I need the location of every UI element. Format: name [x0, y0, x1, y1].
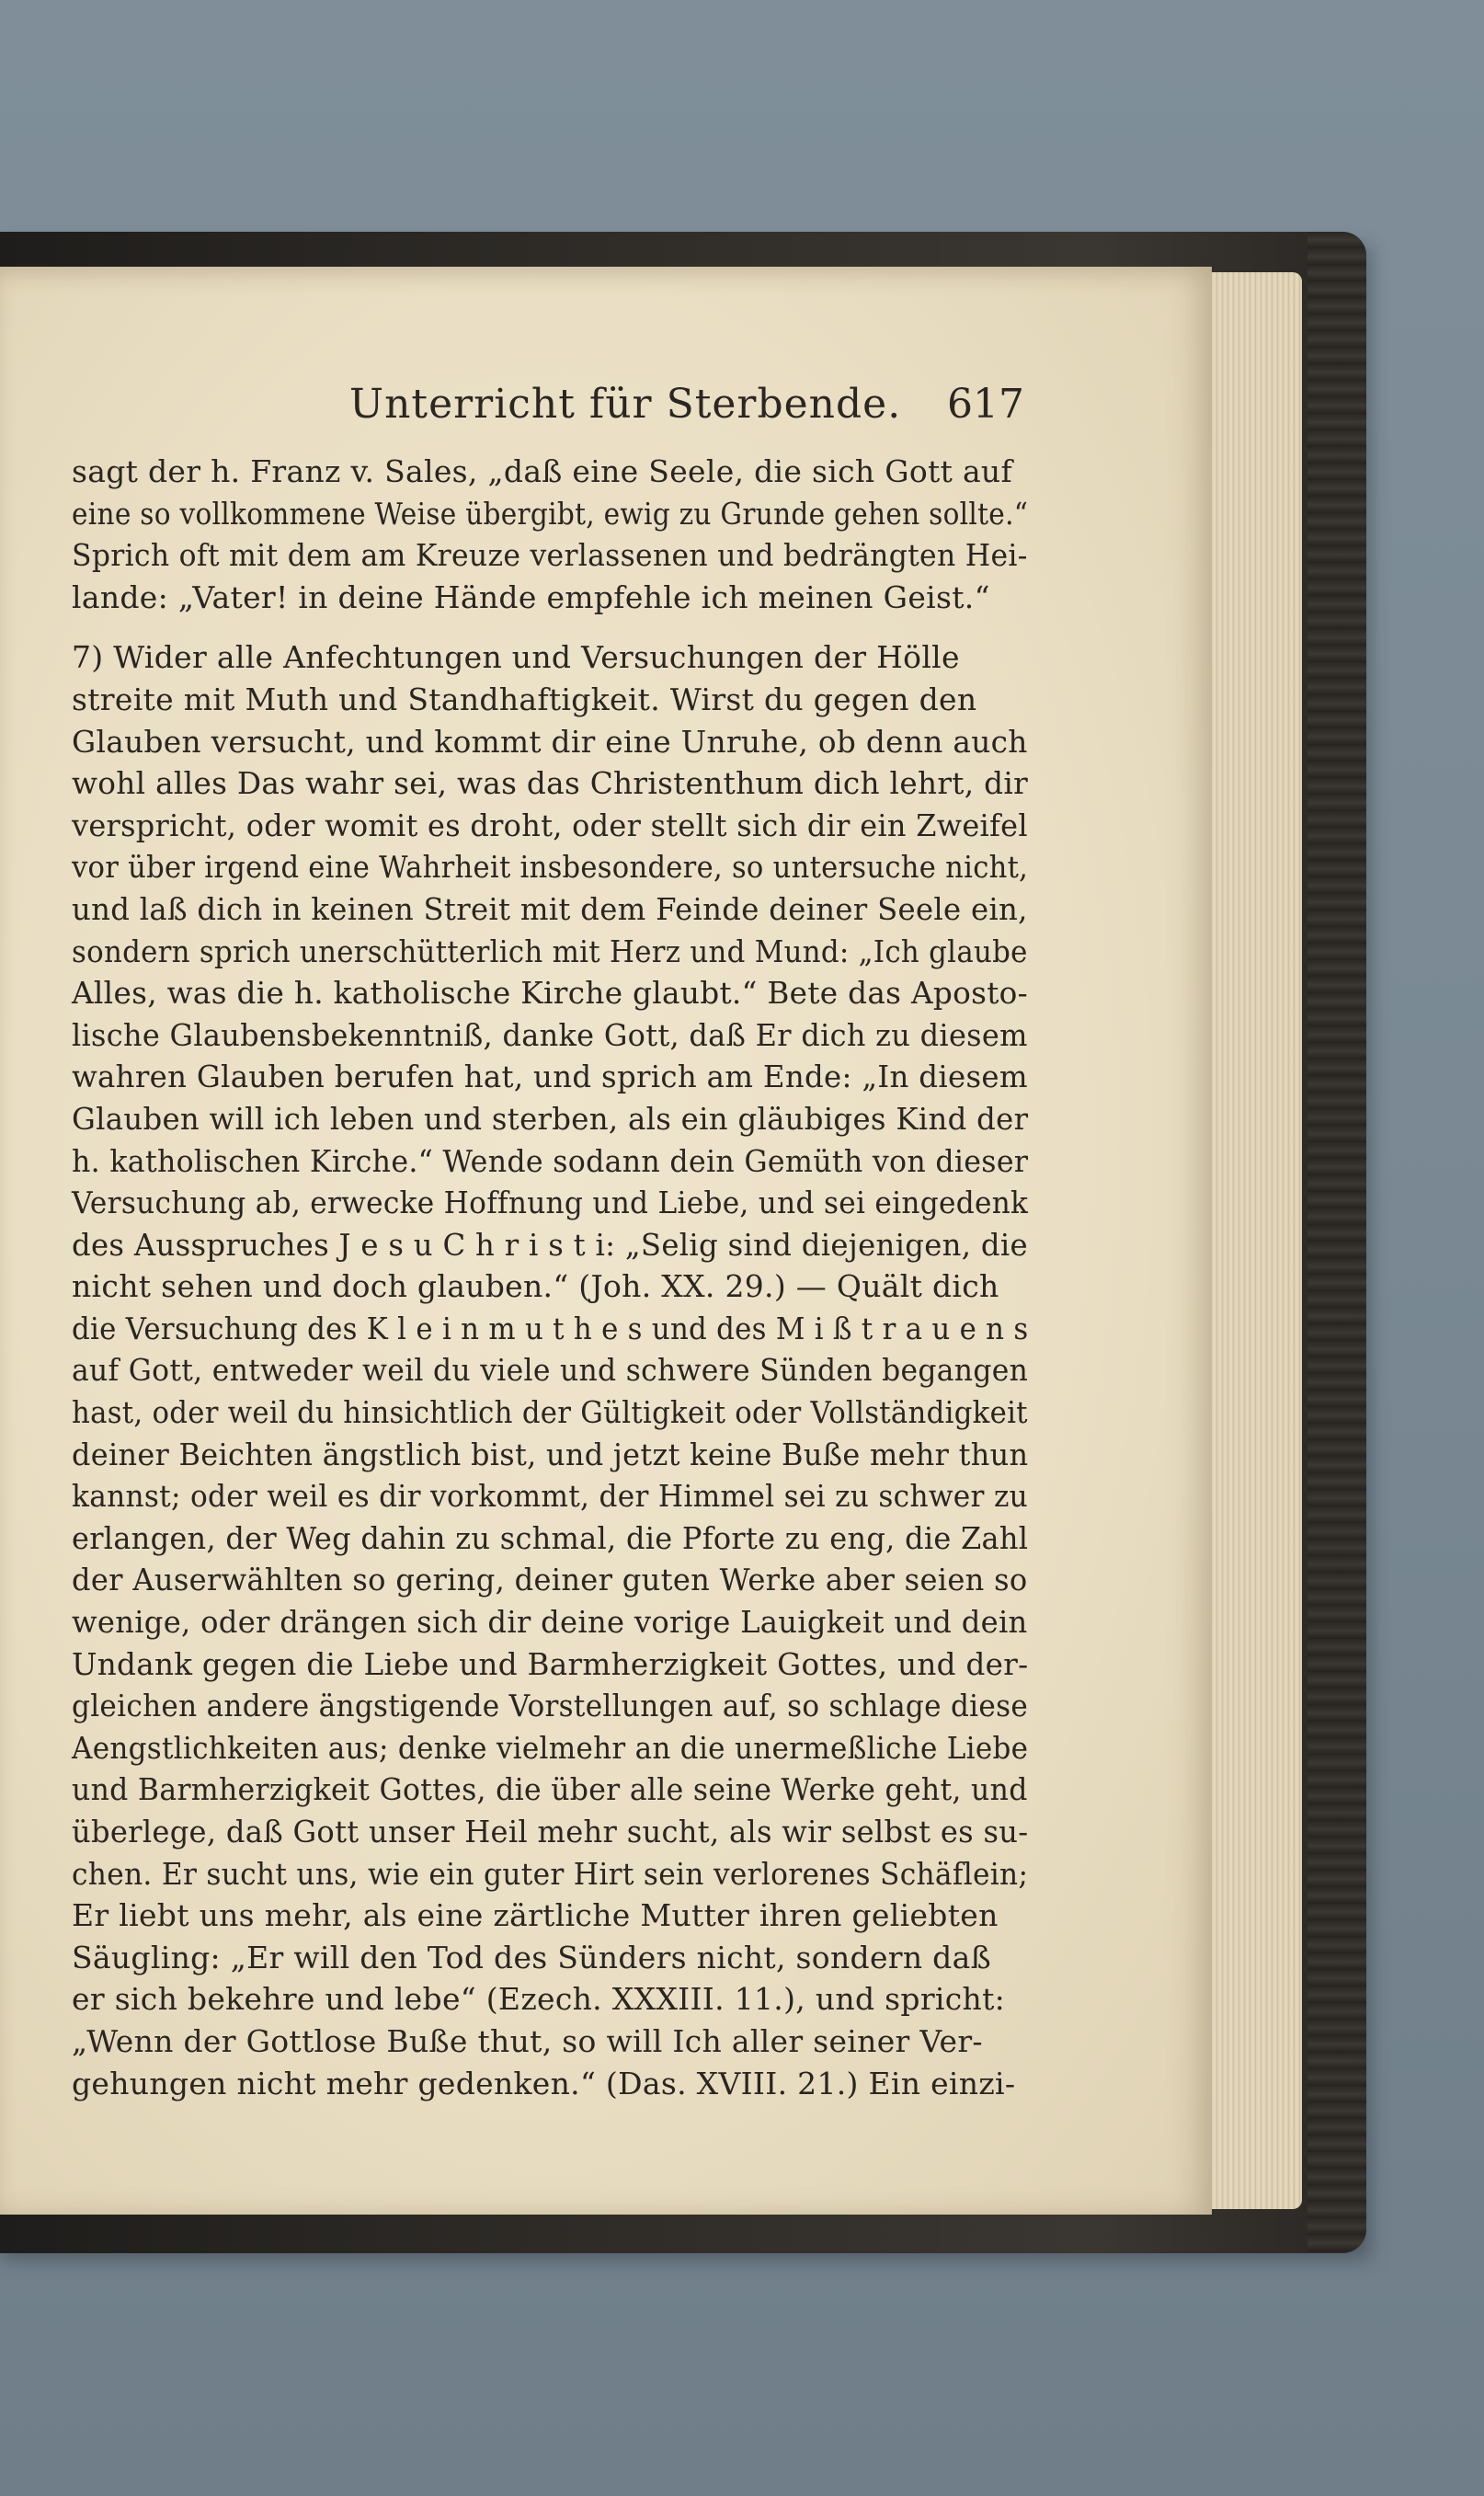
- text-line: nicht sehen und doch glauben.“ (Joh. XX. 29.) — Quält dich: [72, 1268, 999, 1305]
- text-line: die Versuchung des K l e i n m u t h e s und des M i ß t r a u e n s: [72, 1310, 1029, 1346]
- text-line: lande: „Vater! in deine Hände empfehle ich meinen Geist.“: [72, 578, 990, 615]
- text-line: erlangen, der Weg dahin zu schmal, die Pforte zu eng, die Zahl: [72, 1519, 1029, 1556]
- text-line: deiner Beichten ängstlich bist, und jetzt keine Buße mehr thun: [72, 1436, 1029, 1472]
- text-line: wenige, oder drängen sich dir deine vorige Lauigkeit und dein: [72, 1604, 1028, 1641]
- text-line: eine so vollkommene Weise übergibt, ewig zu Grunde gehen sollte.“: [72, 495, 1029, 532]
- text-line: Glauben will ich leben und sterben, als ein gläubiges Kind der: [72, 1100, 1029, 1137]
- text-line: wohl alles Das wahr sei, was das Christenthum dich lehrt, dir: [72, 765, 1029, 802]
- text-line: der Auserwählten so gering, deiner guten Werke aber seien so: [72, 1562, 1028, 1598]
- text-line: Säugling: „Er will den Tod des Sünders nicht, sondern daß: [72, 1939, 991, 1975]
- text-line: Er liebt uns mehr, als eine zärtliche Mutter ihren geliebten: [72, 1897, 999, 1934]
- cover-edge: [1307, 232, 1366, 2253]
- text-line: und Barmherzigkeit Gottes, die über alle seine Werke geht, und: [72, 1771, 1028, 1808]
- text-line: vor über irgend eine Wahrheit insbesondere, so untersuche nicht,: [72, 849, 1029, 886]
- text-line: überlege, daß Gott unser Heil mehr sucht, als wir selbst es su-: [72, 1814, 1029, 1849]
- text-line: Sprich oft mit dem am Kreuze verlassenen und bedrängten Hei-: [72, 537, 1028, 574]
- body-text: [72, 451, 1028, 2104]
- text-line: sondern sprich unerschütterlich mit Herz und Mund: „Ich glaube: [72, 933, 1028, 969]
- text-line: chen. Er sucht uns, wie ein guter Hirt sein verlorenes Schäflein;: [72, 1855, 1029, 1892]
- paragraph-start-line: 7) Wider alle Anfechtungen und Versuchungen der Hölle: [72, 639, 960, 676]
- running-title: Unterricht für Sterbende.: [349, 381, 902, 428]
- text-line: verspricht, oder womit es droht, oder stellt sich dir ein Zweifel: [72, 807, 1028, 843]
- text-line: gehungen nicht mehr gedenken.“ (Das. XVIII. 21.) Ein einzi-: [72, 2065, 1016, 2101]
- text-line: Aengstlichkeiten aus; denke vielmehr an die unermeßliche Liebe: [72, 1729, 1029, 1766]
- text-line: kannst; oder weil es dir vorkommt, der Himmel sei zu schwer zu: [72, 1478, 1029, 1515]
- text-line: er sich bekehre und lebe“ (Ezech. XXXIII. 11.), und spricht:: [72, 1981, 1006, 2018]
- text-line: Undank gegen die Liebe und Barmherzigkeit Gottes, und der-: [72, 1645, 1029, 1682]
- text-line: und laß dich in keinen Streit mit dem Feinde deiner Seele ein,: [72, 890, 1028, 927]
- text-line: h. katholischen Kirche.“ Wende sodann dein Gemüth von dieser: [72, 1142, 1029, 1179]
- text-line: auf Gott, entweder weil du viele und schwere Sünden begangen: [72, 1352, 1029, 1389]
- text-line: sagt der h. Franz v. Sales, „daß eine Seele, die sich Gott auf: [72, 453, 1013, 489]
- text-line: hast, oder weil du hinsichtlich der Gültigkeit oder Vollständigkeit: [72, 1394, 1028, 1431]
- page-number: 617: [947, 381, 1024, 428]
- text-line: Versuchung ab, erwecke Hoffnung und Liebe, und sei eingedenk: [72, 1185, 1029, 1221]
- text-line: Glauben versucht, und kommt dir eine Unruhe, ob denn auch: [72, 723, 1028, 760]
- text-line: wahren Glauben berufen hat, und sprich am Ende: „In diesem: [72, 1059, 1028, 1095]
- text-line: Alles, was die h. katholische Kirche glaubt.“ Bete das Aposto-: [72, 975, 1028, 1012]
- text-line: gleichen andere ängstigende Vorstellungen auf, so schlage diese: [72, 1688, 1029, 1724]
- text-line: des Ausspruches J e s u C h r i s t i: „Selig sind diejenigen, die: [72, 1226, 1028, 1263]
- text-line: „Wenn der Gottlose Buße thut, so will Ich aller seiner Ver-: [72, 2022, 983, 2059]
- page-header: [0, 381, 1212, 436]
- text-line: lische Glaubensbekenntniß, danke Gott, daß Er dich zu diesem: [72, 1016, 1028, 1053]
- text-line: streite mit Muth und Standhaftigkeit. Wirst du gegen den: [72, 681, 977, 717]
- book-page: [0, 267, 1212, 2215]
